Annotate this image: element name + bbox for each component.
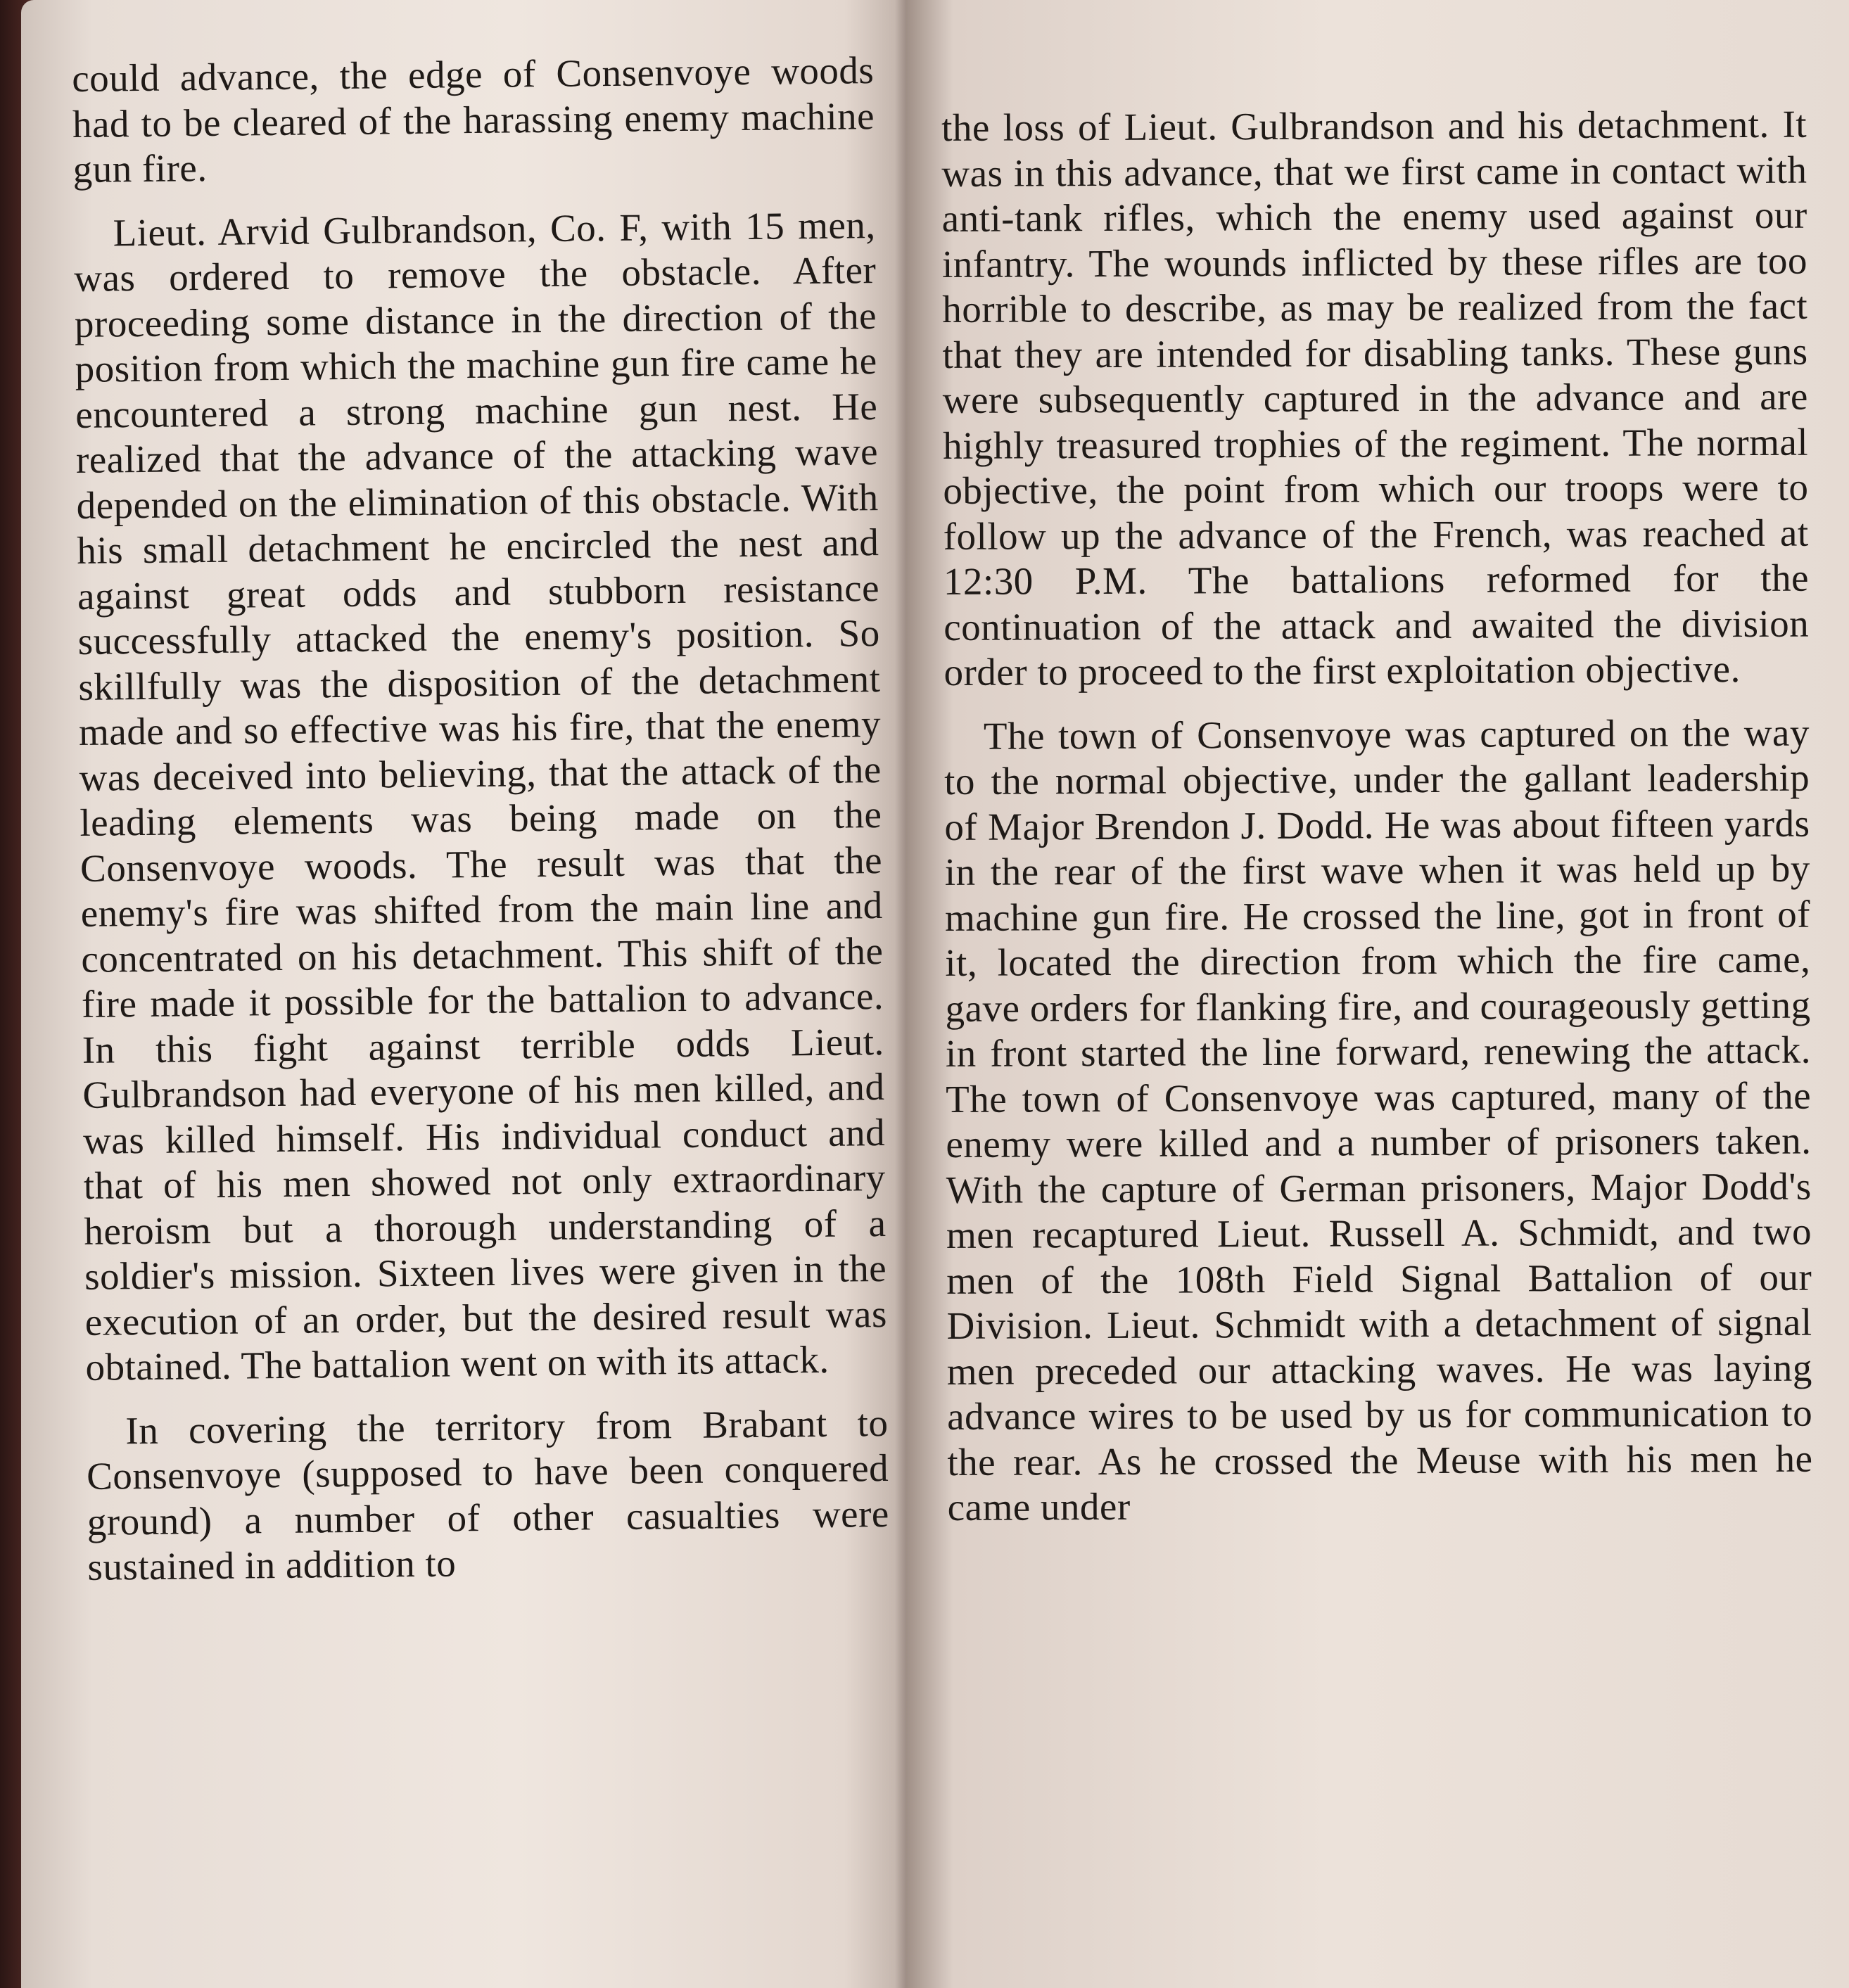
left-paragraph-3: In covering the territory from Brabant to Consenvoye (supposed to have been conquered ground) a number of other casualties were sustained in addition to bbox=[86, 1401, 890, 1588]
left-page-text bbox=[72, 48, 890, 1590]
right-paragraph-1: the loss of Lieut. Gulbrandson and his detachment. It was in this advance, that we first came in contact with anti-tank rifles, which the enemy used against our infantry. The wounds inflicted by these rifles are too horrible to describe, as may be realized from the fact that they are intended for disabling tanks. These guns were subsequently captured in the advance and are highly treasured trophies of the regiment. The normal objective, the point from which our troops were to follow up the advance of the French, was reached at 12:30 P.M. The battalions reformed for the continuation of the attack and awaited the division order to proceed to the first exploitation objective. bbox=[941, 102, 1810, 694]
left-page bbox=[21, 0, 916, 1988]
right-page bbox=[906, 0, 1849, 1988]
right-page-text bbox=[941, 102, 1813, 1531]
right-paragraph-2: The town of Consenvoye was captured on the way to the normal objective, under the gallant leadership of Major Brendon J. Dodd. He was about fifteen yards in the rear of the first wave when it was held up by machine gun fire. He crossed the line, got in front of it, located the direction from which the fire came, gave orders for flanking fire, and courageously getting in front started the line forward, renewing the attack. The town of Consenvoye was captured, many of the enemy were killed and a number of prisoners taken. With the capture of German prisoners, Major Dodd's men recaptured Lieut. Russell A. Schmidt, and two men of the 108th Field Signal Battalion of our Division. Lieut. Schmidt with a detachment of signal men preceded our attacking waves. He was laying advance wires to be used by us for communication to the rear. As he crossed the Meuse with his men he came under bbox=[944, 711, 1813, 1529]
left-paragraph-1: could advance, the edge of Consenvoye woods had to be cleared of the harassing enemy machine gun fire. bbox=[72, 49, 875, 191]
left-paragraph-2: Lieut. Arvid Gulbrandson, Co. F, with 15 men, was ordered to remove the obstacle. After proceeding some distance in the direction of the position from which the machine gun fire came he encountered a strong machine gun nest. He realized that the advance of the attacking wave depended on the elimination of this obstacle. With his small detachment he encircled the nest and against great odds and stubborn resistance successfully attacked the enemy's position. So skillfully was the disposition of the detachment made and so effective was his fire, that the enemy was deceived into believing, that the attack of the leading elements was being made on the Consenvoye woods. The result was that the enemy's fire was shifted from the main line and concentrated on his detachment. This shift of the fire made it possible for the battalion to advance. In this fight against terrible odds Lieut. Gulbrandson had everyone of his men killed, and was killed himself. His individual conduct and that of his men showed not only extraordinary heroism but a thorough understanding of a soldier's mission. Sixteen lives were given in the execution of an order, but the desired result was obtained. The battalion went on with its attack. bbox=[73, 203, 888, 1389]
